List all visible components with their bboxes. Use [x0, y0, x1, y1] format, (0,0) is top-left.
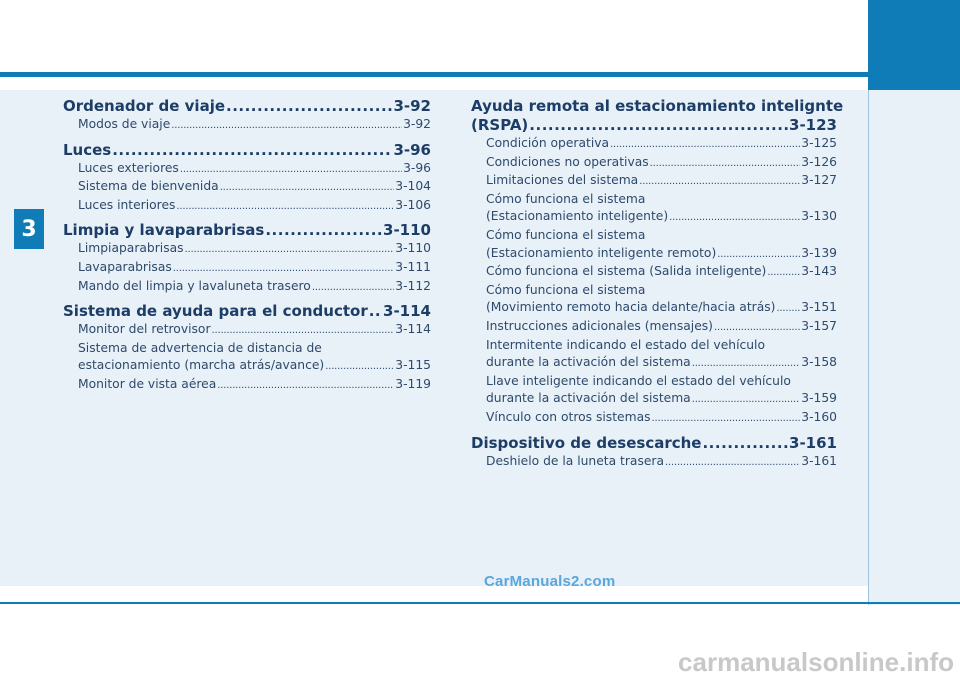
entry-title: Condición operativa: [486, 136, 610, 150]
page-ref: 3-112: [395, 278, 431, 293]
toc-entry[interactable]: [471, 409, 837, 428]
page-ref: 3-151: [801, 300, 837, 315]
section-title: Limpia y lavaparabrisas: [63, 221, 265, 240]
page-ref: 3-161: [801, 453, 837, 468]
entry-title: (Estacionamiento inteligente remoto): [486, 245, 717, 260]
page-ref: 3-157: [801, 318, 837, 333]
page-ref: 3-92: [393, 97, 431, 115]
entry-title: Monitor del retrovisor: [78, 322, 211, 337]
toc-entry[interactable]: [471, 390, 837, 409]
toc-entry[interactable]: [471, 453, 837, 472]
toc-left-column: [63, 97, 431, 395]
toc-entry[interactable]: [471, 154, 837, 173]
right-margin-strip: [868, 0, 960, 605]
toc-entry[interactable]: [63, 197, 431, 216]
entry-title: Vínculo con otros sistemas: [486, 409, 651, 424]
entry-title-line: Cómo funciona el sistema: [486, 191, 646, 206]
page-ref: 3-111: [395, 259, 431, 274]
page-ref: 3-123: [789, 116, 837, 134]
toc-entry[interactable]: [471, 318, 837, 337]
page-ref: 3-92: [403, 117, 431, 131]
toc-section[interactable]: [63, 141, 431, 160]
entry-title: (Estacionamiento inteligente): [486, 209, 669, 224]
toc-entry[interactable]: [63, 160, 431, 179]
toc-entry[interactable]: [63, 321, 431, 340]
section-title-line: Ayuda remota al estacionamiento intelignte: [471, 97, 844, 115]
section-title: (RSPA): [471, 116, 529, 134]
toc-entry[interactable]: [471, 135, 837, 154]
toc-entry[interactable]: [63, 116, 431, 135]
page-ref: 3-126: [801, 154, 837, 169]
toc-entry[interactable]: [63, 376, 431, 395]
page-ref: 3-115: [395, 358, 431, 373]
bottom-rule: [0, 602, 960, 604]
page-ref: 3-161: [789, 433, 837, 452]
toc-section[interactable]: [63, 97, 431, 116]
toc-entry[interactable]: [471, 245, 837, 264]
chapter-corner-tab: [868, 0, 960, 90]
page-ref: 3-119: [395, 376, 431, 391]
entry-title: durante la activación del sistema: [486, 391, 691, 406]
page-ref: 3-96: [393, 140, 431, 159]
page-ref: 3-106: [395, 197, 431, 212]
entry-title-line: Cómo funciona el sistema: [486, 282, 646, 297]
section-title: Ordenador de viaje: [63, 97, 226, 115]
page-ref: 3-114: [395, 322, 431, 337]
toc-entry[interactable]: [63, 178, 431, 197]
entry-title: durante la activación del sistema: [486, 355, 691, 370]
page-ref: 3-143: [801, 264, 837, 279]
toc-entry[interactable]: [471, 208, 837, 227]
toc-section[interactable]: [63, 221, 431, 240]
entry-title-line: Llave inteligente indicando el estado del vehículo: [486, 373, 791, 388]
toc-entry[interactable]: [63, 357, 431, 376]
toc-right-column: [471, 97, 844, 471]
section-title: Dispositivo de desescarche: [471, 433, 702, 452]
entry-title-line: Intermitente indicando el estado del vehículo: [486, 337, 765, 352]
section-title: Sistema de ayuda para el conductor: [63, 302, 368, 321]
entry-title-line: Sistema de advertencia de distancia de: [78, 340, 322, 355]
top-rule: [0, 72, 868, 77]
page-ref: 3-110: [395, 241, 431, 256]
entry-title: Sistema de bienvenida: [78, 179, 219, 194]
entry-title: Cómo funciona el sistema (Salida inteligente): [486, 264, 767, 279]
toc-entry[interactable]: [63, 240, 431, 259]
toc-entry[interactable]: [63, 278, 431, 297]
entry-title: Deshielo de la luneta trasera: [486, 453, 665, 468]
toc-entry[interactable]: [471, 299, 837, 318]
chapter-number-badge: 3: [14, 209, 44, 249]
entry-title: Luces interiores: [78, 197, 176, 212]
entry-title: Lavaparabrisas: [78, 259, 172, 274]
toc-section[interactable]: [471, 116, 837, 135]
page-ref: 3-127: [801, 173, 837, 188]
entry-title: Limpiaparabrisas: [78, 241, 184, 256]
toc-entry[interactable]: [471, 354, 837, 373]
toc-entry[interactable]: [471, 172, 837, 191]
page-ref: 3-104: [395, 179, 431, 194]
toc-section[interactable]: [471, 434, 837, 453]
page-ref: 3-160: [801, 409, 837, 424]
entry-title: Luces exteriores: [78, 160, 179, 175]
section-title: Luces: [63, 140, 112, 159]
page-ref: 3-139: [801, 245, 837, 260]
page-ref: 3-159: [801, 391, 837, 406]
toc-section[interactable]: [63, 302, 431, 321]
toc-entry[interactable]: [471, 263, 837, 282]
page-ref: 3-130: [801, 209, 837, 224]
footer-watermark: carmanualsonline.info: [678, 647, 954, 677]
entry-title: Mando del limpia y lavaluneta trasero: [78, 278, 311, 293]
toc-entry[interactable]: [63, 259, 431, 278]
entry-title: estacionamiento (marcha atrás/avance): [78, 358, 325, 373]
page-ref: 3-114: [383, 302, 431, 321]
page-ref: 3-96: [403, 160, 431, 175]
entry-title: Monitor de vista aérea: [78, 376, 217, 391]
page-ref: 3-158: [801, 355, 837, 370]
entry-title: Modos de viaje: [78, 117, 171, 131]
entry-title: Instrucciones adicionales (mensajes): [486, 318, 713, 333]
page-ref: 3-125: [801, 136, 837, 150]
page-ref: 3-110: [383, 221, 431, 240]
entry-title: (Movimiento remoto hacia delante/hacia atrás): [486, 300, 776, 315]
watermark-text: CarManuals2.com: [484, 573, 616, 590]
entry-title-line: Cómo funciona el sistema: [486, 227, 646, 242]
entry-title: Condiciones no operativas: [486, 154, 649, 169]
entry-title: Limitaciones del sistema: [486, 173, 639, 188]
